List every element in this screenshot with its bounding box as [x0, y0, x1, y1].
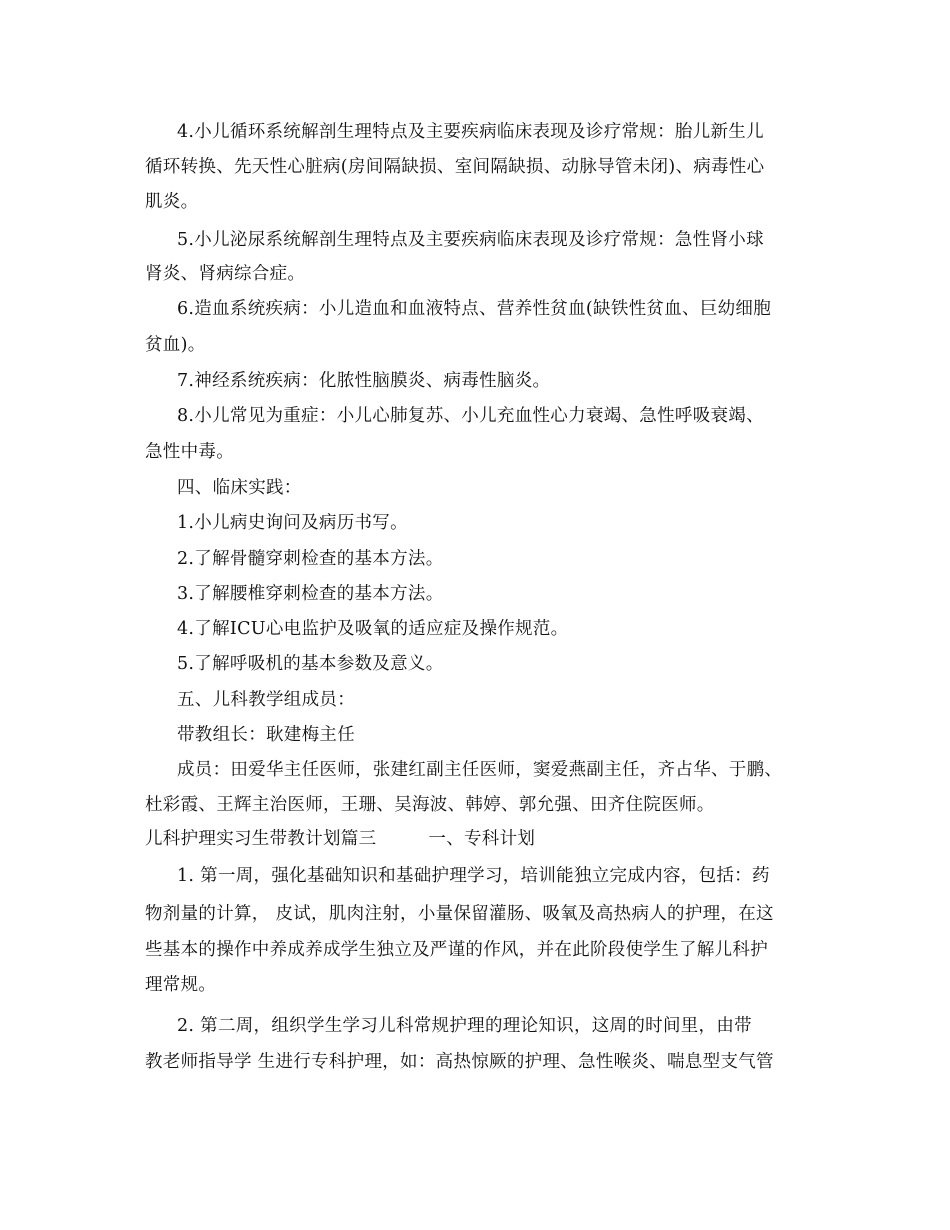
text-line: 理常规。 — [145, 975, 217, 995]
text-line: 急性中毒。 — [145, 442, 234, 462]
plan-title: 儿科护理实习生带教计划篇三 — [145, 829, 377, 849]
text-line: 2. 第二周，组织学生学习儿科常规护理的理论知识，这周的时间里，由带 — [177, 1016, 752, 1036]
text-line: 2.了解骨髓穿刺检查的基本方法。 — [177, 549, 444, 569]
text-line: 些基本的操作中养成养成学生独立及严谨的作风，并在此阶段使学生了解儿科护 — [145, 940, 768, 960]
text-line: 6.造血系统疾病：小儿造血和血液特点、营养性贫血(缺铁性贫血、巨幼细胞 — [177, 299, 772, 319]
text-line: 带教组长：耿建梅主任 — [177, 725, 355, 745]
text-line: 杜彩霞、王辉主治医师，王珊、吴海波、韩婷、郭允强、田齐住院医师。 — [145, 795, 715, 815]
section-heading: 五、儿科教学组成员： — [177, 690, 355, 710]
plan-title-line — [145, 827, 535, 851]
text-line: 肾炎、肾病综合症。 — [145, 264, 306, 284]
text-line: 4.了解ICU心电监护及吸氧的适应症及操作规范。 — [177, 619, 569, 639]
text-line: 物剂量的计算， 皮试，肌肉注射，小量保留灌肠、吸氧及高热病人的护理，在这 — [145, 904, 774, 924]
text-line: 肌炎。 — [145, 192, 199, 212]
text-line: 5.了解呼吸机的基本参数及意义。 — [177, 654, 444, 674]
text-line: 8.小儿常见为重症：小儿心肺复苏、小儿充血性心力衰竭、急性呼吸衰竭、 — [177, 406, 764, 426]
text-line: 1. 第一周，强化基础知识和基础护理学习，培训能独立完成内容，包括：药 — [177, 866, 770, 886]
text-line: 循环转换、先天性心脏病(房间隔缺损、室间隔缺损、动脉导管未闭)、病毒性心 — [145, 157, 765, 177]
text-line: 4.小儿循环系统解剖生理特点及主要疾病临床表现及诊疗常规：胎儿新生儿 — [177, 122, 764, 142]
text-line: 成员：田爱华主任医师，张建红副主任医师，窦爱燕副主任，齐占华、于鹏、 — [177, 760, 783, 780]
text-line: 3.了解腰椎穿刺检查的基本方法。 — [177, 584, 444, 604]
text-line: 7.神经系统疾病：化脓性脑膜炎、病毒性脑炎。 — [177, 371, 551, 391]
section-heading: 四、临床实践： — [177, 478, 302, 498]
text-line: 5.小儿泌尿系统解剖生理特点及主要疾病临床表现及诊疗常规：急性肾小球 — [177, 230, 764, 250]
text-line: 贫血)。 — [145, 335, 206, 355]
plan-subtitle: 一、专科计划 — [428, 829, 536, 849]
text-line: 教老师指导学 生进行专科护理，如：高热惊厥的护理、急性喉炎、喘息型支气管 — [145, 1052, 774, 1072]
text-line: 1.小儿病史询问及病历书写。 — [177, 513, 408, 533]
